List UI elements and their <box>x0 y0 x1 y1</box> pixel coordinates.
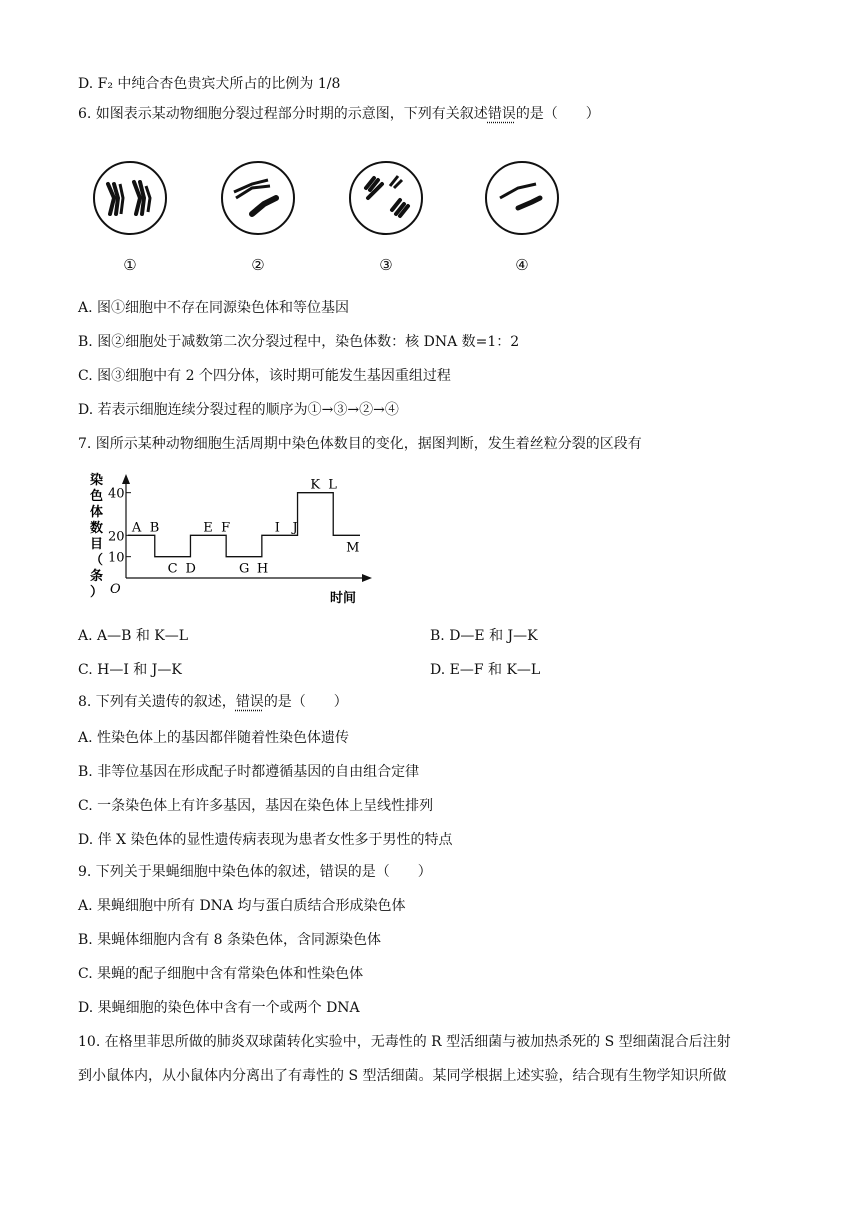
q8-option-d: D. 伴 X 染色体的显性遗传病表现为患者女性多于男性的特点 <box>78 832 453 848</box>
q10-stem-line-1: 10. 在格里菲思所做的肺炎双球菌转化实验中，无毒性的 R 型活细菌与被加热杀死的 S 型细菌混合后注射 <box>78 1034 731 1050</box>
point-label: M <box>346 540 360 556</box>
y-axis-label-char: 体 <box>90 505 104 520</box>
y-axis-label-char: ） <box>90 585 104 600</box>
cell-label-1: ① <box>123 256 137 274</box>
y-axis-label <box>90 472 103 600</box>
cell-diagram-2 <box>218 158 298 238</box>
x-axis-arrow <box>362 574 372 582</box>
point-label: F <box>221 520 231 536</box>
q7-option-d: D. E—F 和 K—L <box>430 662 541 678</box>
q8-emphasis: 错误 <box>235 694 264 710</box>
q9-option-b: B. 果蝇体细胞内含有 8 条染色体，含同源染色体 <box>78 932 381 948</box>
cell-diagram-3 <box>346 158 426 238</box>
q9-option-c: C. 果蝇的配子细胞中含有常染色体和性染色体 <box>78 966 364 982</box>
cell-label-3: ③ <box>379 256 393 274</box>
q7-option-c: C. H—I 和 J—K <box>78 662 182 678</box>
point-label: I <box>274 520 280 536</box>
q6-stem <box>78 104 600 124</box>
y-axis-label-char: 数 <box>90 521 104 536</box>
q10-stem-line-2: 到小鼠体内，从小鼠体内分离出了有毒性的 S 型活细菌。某同学根据上述实验，结合现有生物学知识所做 <box>78 1068 727 1084</box>
cell-diagram-1 <box>90 158 170 238</box>
y-axis-arrow <box>122 474 130 484</box>
point-label: K <box>310 477 321 493</box>
point-label: C <box>167 561 178 577</box>
q9-option-a: A. 果蝇细胞中所有 DNA 均与蛋白质结合形成染色体 <box>78 898 406 914</box>
point-label: D <box>185 561 196 577</box>
chromosome-series-line <box>128 493 360 557</box>
q7-option-b: B. D—E 和 J—K <box>430 628 538 644</box>
chromosome-count-chart <box>78 470 378 610</box>
x-axis-label: 时间 <box>330 591 357 606</box>
y-tick-label: 20 <box>108 529 125 545</box>
q8-option-b: B. 非等位基因在形成配子时都遵循基因的自由组合定律 <box>78 764 420 780</box>
y-tick-label: 10 <box>108 550 125 566</box>
y-axis-label-char: 条 <box>90 569 104 584</box>
origin-label: O <box>110 582 121 597</box>
q6-stem-pre: 6. 如图表示某动物细胞分裂过程部分时期的示意图，下列有关叙述 <box>78 106 488 122</box>
y-axis-label-char: 染 <box>90 473 104 488</box>
point-label: G <box>239 561 250 577</box>
y-axis-label-char: （ <box>90 553 104 568</box>
point-label: E <box>203 520 213 536</box>
point-label: A <box>131 520 142 536</box>
point-label: L <box>328 477 337 493</box>
point-label: H <box>256 561 269 577</box>
q8-stem-pre: 8. 下列有关遗传的叙述， <box>78 694 236 710</box>
cell-diagram-4 <box>482 158 562 238</box>
q6-option-d: D. 若表示细胞连续分裂过程的顺序为①→③→②→④ <box>78 402 399 418</box>
y-axis-label-char: 色 <box>90 489 104 504</box>
q8-option-c: C. 一条染色体上有许多基因，基因在染色体上呈线性排列 <box>78 798 434 814</box>
cell-division-figure <box>90 158 570 278</box>
q9-stem: 9. 下列关于果蝇细胞中染色体的叙述，错误的是（ ） <box>78 864 432 880</box>
q7-stem: 7. 图所示某种动物细胞生活周期中染色体数目的变化，据图判断，发生着丝粒分裂的区段有 <box>78 436 642 452</box>
q6-option-b: B. 图②细胞处于减数第二次分裂过程中，染色体数：核 DNA 数=1：2 <box>78 334 520 350</box>
q6-stem-post: 的是（ ） <box>515 106 600 122</box>
point-label: B <box>149 520 160 536</box>
q7-option-a: A. A—B 和 K—L <box>78 628 189 644</box>
q8-option-a: A. 性染色体上的基因都伴随着性染色体遗传 <box>78 730 350 746</box>
q5-option-d: D. F₂ 中纯合杏色贵宾犬所占的比例为 1/8 <box>78 76 341 92</box>
q6-emphasis: 错误 <box>487 106 516 122</box>
q6-option-c: C. 图③细胞中有 2 个四分体，该时期可能发生基因重组过程 <box>78 368 451 384</box>
cell-label-4: ④ <box>515 256 529 274</box>
point-label: J <box>292 520 298 536</box>
q9-option-d: D. 果蝇细胞的染色体中含有一个或两个 DNA <box>78 1000 360 1016</box>
q8-stem-post: 的是（ ） <box>263 694 348 710</box>
cell-label-2: ② <box>251 256 265 274</box>
y-axis-label-char: 目 <box>90 537 104 552</box>
y-tick-label: 40 <box>108 486 125 502</box>
q6-option-a: A. 图①细胞中不存在同源染色体和等位基因 <box>78 300 350 316</box>
q8-stem <box>78 692 348 712</box>
